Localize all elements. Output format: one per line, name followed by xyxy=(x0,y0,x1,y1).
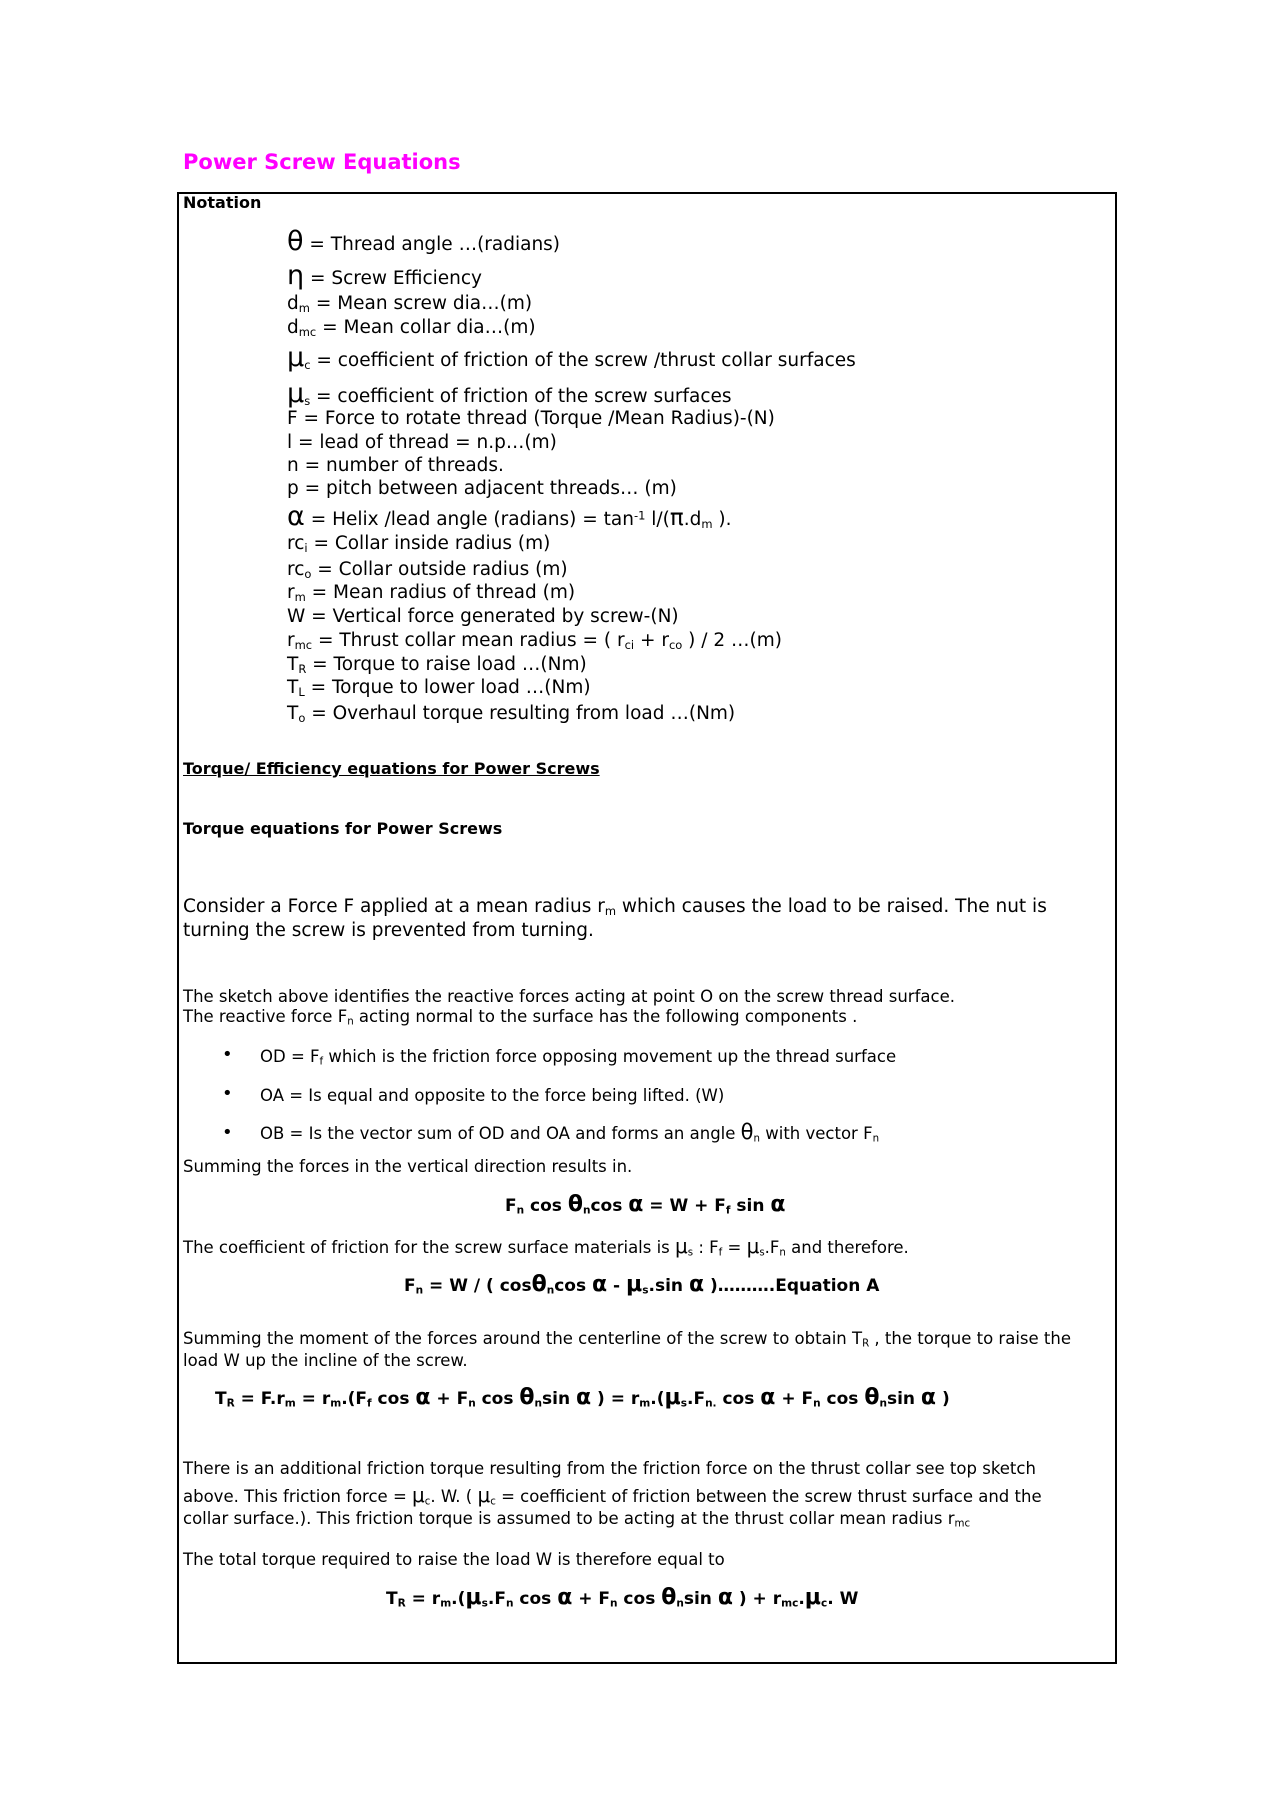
sub-c: c xyxy=(490,1496,496,1508)
sub-n: n xyxy=(516,1204,525,1217)
sub-o: o xyxy=(298,710,306,725)
sub-f: f xyxy=(725,1204,731,1217)
sub-f: f xyxy=(718,1247,723,1259)
alpha-symbol: α xyxy=(717,1585,733,1610)
notation-text: = Mean screw dia…(m) xyxy=(309,293,533,314)
mu-symbol: μ xyxy=(626,1272,643,1297)
alpha-symbol: α xyxy=(592,1272,608,1297)
eq-text: = r xyxy=(295,1389,331,1409)
notation-text: = coefficient of friction of the screw surfaces xyxy=(310,386,732,407)
sub-n: n xyxy=(534,1397,543,1410)
text: Summing the moment of the forces around the centerline of the screw to obtain T xyxy=(183,1329,863,1348)
sub-R: R xyxy=(298,661,307,676)
eq-text: cos xyxy=(513,1589,558,1609)
bullet-ob xyxy=(260,1120,879,1145)
eq-text: - xyxy=(607,1276,627,1296)
var-d: d xyxy=(287,293,299,314)
notation-W: W = Vertical force generated by screw-(N) xyxy=(287,606,679,627)
collar-line-1: There is an additional friction torque resulting from the friction force on the thrust collar see top sketch xyxy=(183,1459,1036,1478)
sub-n: n xyxy=(468,1397,476,1410)
mu-symbol: μ xyxy=(412,1483,425,1507)
sub-m: m xyxy=(294,589,306,604)
theta-symbol: θ xyxy=(567,1192,583,1217)
mu-symbol: μ xyxy=(746,1234,760,1258)
eq-text: )……….Equation A xyxy=(704,1276,880,1296)
eq-text: F xyxy=(404,1276,416,1296)
sub-n: n xyxy=(546,1284,555,1297)
notation-n: n = number of threads. xyxy=(287,455,504,476)
text: , the torque to raise the xyxy=(869,1329,1071,1348)
section-heading-efficiency: Torque/ Efficiency equations for Power Screws xyxy=(183,759,600,778)
eq-text: = W / ( cos xyxy=(423,1276,532,1296)
sub-f: f xyxy=(367,1397,372,1410)
sub-s: s xyxy=(481,1597,488,1610)
alpha-symbol: α xyxy=(770,1192,786,1217)
notation-text: = Torque to raise load …(Nm) xyxy=(306,654,587,675)
eq-text: cos xyxy=(371,1389,416,1409)
eq-text: cos xyxy=(475,1389,520,1409)
sub-L: L xyxy=(298,684,305,699)
sub-ci: ci xyxy=(624,637,635,652)
sum-vertical-text: Summing the forces in the vertical direction results in. xyxy=(183,1157,633,1176)
text: which is the friction force opposing movement up the thread surface xyxy=(323,1047,897,1066)
eta-symbol: η xyxy=(287,260,305,291)
eq-text: sin xyxy=(683,1589,718,1609)
text: with vector F xyxy=(760,1124,873,1143)
var-r: r xyxy=(287,582,295,603)
sub-n: n xyxy=(347,1016,354,1028)
eq-text: .sin xyxy=(648,1276,689,1296)
eq-text: T xyxy=(215,1389,227,1409)
text: acting normal to the surface has the following components . xyxy=(353,1007,858,1026)
collar-line-3 xyxy=(183,1509,970,1530)
eq-text: cos xyxy=(524,1196,568,1216)
sketch-line-1: The sketch above identifies the reactive forces acting at point O on the screw thread surface. xyxy=(183,987,955,1006)
eq-text: .F xyxy=(686,1389,706,1409)
text: OB = Is the vector sum of OD and OA and forms an angle xyxy=(260,1124,741,1143)
text: = coefficient of friction between the screw thrust surface and the xyxy=(495,1487,1042,1506)
notation-text: = Helix /lead angle (radians) = tan xyxy=(304,509,634,530)
theta-symbol: θ xyxy=(864,1385,880,1410)
sub-mc: mc xyxy=(954,1518,971,1530)
theta-symbol: θ xyxy=(531,1272,547,1297)
alpha-symbol: α xyxy=(920,1385,937,1410)
eq-text: + F xyxy=(430,1389,469,1409)
alpha-symbol: α xyxy=(287,501,305,532)
mu-symbol: μ xyxy=(477,1483,491,1507)
eq-text: cos xyxy=(820,1389,865,1409)
pi-symbol: π xyxy=(669,505,684,531)
sub-n: n xyxy=(582,1204,591,1217)
text: which causes the load to be raised. The nut is xyxy=(616,896,1047,917)
sub-m: m xyxy=(701,516,713,531)
notation-text: l/( xyxy=(645,509,670,530)
notation-text: ) / 2 …(m) xyxy=(682,630,782,651)
sub-i: i xyxy=(304,540,308,555)
sub-s: s xyxy=(759,1247,765,1259)
theta-symbol: θ xyxy=(740,1120,754,1144)
eq-text: . W xyxy=(827,1589,859,1609)
sub-f: f xyxy=(319,1056,324,1068)
sub-n: n xyxy=(676,1597,684,1610)
notation-theta xyxy=(287,228,560,255)
notation-heading: Notation xyxy=(183,193,262,212)
collar-line-2 xyxy=(183,1483,1042,1508)
sub-mc: mc xyxy=(298,324,317,339)
eq-text: .(F xyxy=(341,1389,368,1409)
mu-symbol: μ xyxy=(804,1585,821,1610)
mu-symbol: μ xyxy=(465,1585,482,1610)
equation-vertical-forces xyxy=(505,1192,786,1217)
var-rc: rc xyxy=(287,533,305,554)
sub-m: m xyxy=(440,1597,452,1610)
eq-text: = F.r xyxy=(234,1389,285,1409)
text: The coefficient of friction for the screw surface materials is xyxy=(183,1238,676,1257)
sup-minus-one: -1 xyxy=(633,508,646,523)
text: and therefore. xyxy=(785,1238,909,1257)
sub-m: m xyxy=(298,300,310,315)
text: Consider a Force F applied at a mean radius r xyxy=(183,896,605,917)
sub-m: m xyxy=(604,903,617,918)
notation-text: = Overhaul torque resulting from load …(Nm) xyxy=(305,703,736,724)
mu-symbol: μ xyxy=(664,1385,681,1410)
notation-TR xyxy=(287,654,587,676)
coefficient-text xyxy=(183,1234,909,1259)
eq-text: cos xyxy=(590,1196,629,1216)
sub-s: s xyxy=(642,1284,649,1297)
moment-line-1 xyxy=(183,1329,1071,1350)
notation-rmc xyxy=(287,630,782,652)
text: OD = F xyxy=(260,1047,320,1066)
sub-co: co xyxy=(668,637,683,652)
notation-p: p = pitch between adjacent threads… (m) xyxy=(287,478,677,499)
page-title: Power Screw Equations xyxy=(183,150,461,174)
notation-rm xyxy=(287,582,575,604)
sub-m: m xyxy=(639,1397,651,1410)
notation-text: = Screw Efficiency xyxy=(304,268,483,289)
mu-symbol: μ xyxy=(287,378,305,409)
bullet-oa: OA = Is equal and opposite to the force being lifted. (W) xyxy=(260,1086,725,1105)
moment-line-2: load W up the incline of the screw. xyxy=(183,1351,468,1370)
var-T: T xyxy=(287,677,299,698)
sub-c: c xyxy=(821,1597,828,1610)
sub-c: c xyxy=(304,357,311,372)
bullet-marker: • xyxy=(222,1122,233,1143)
eq-text: ) = r xyxy=(591,1389,640,1409)
notation-F: F = Force to rotate thread (Torque /Mean Radius)-(N) xyxy=(287,408,775,429)
sub-n: n xyxy=(505,1597,514,1610)
notation-To xyxy=(287,703,735,725)
notation-dmc xyxy=(287,317,536,339)
alpha-symbol: α xyxy=(688,1272,705,1297)
text: . W. ( xyxy=(430,1487,478,1506)
notation-text: = coefficient of friction of the screw /thrust collar surfaces xyxy=(310,350,856,371)
var-T: T xyxy=(287,654,299,675)
sub-o: o xyxy=(304,566,312,581)
eq-text: = r xyxy=(405,1589,441,1609)
eq-text: .( xyxy=(451,1589,466,1609)
theta-symbol: θ xyxy=(287,226,304,257)
sketch-line-2 xyxy=(183,1007,857,1028)
text: : F xyxy=(693,1238,719,1257)
notation-l: l = lead of thread = n.p…(m) xyxy=(287,432,557,453)
sub-n: n xyxy=(610,1597,618,1610)
notation-text: = Mean collar dia…(m) xyxy=(316,317,536,338)
alpha-symbol: α xyxy=(557,1585,573,1610)
text: above. This friction force = xyxy=(183,1487,413,1506)
text: collar surface.). This friction torque is assumed to be acting at the thrust collar mean radius r xyxy=(183,1509,955,1528)
notation-text: ). xyxy=(712,509,732,530)
mu-symbol: μ xyxy=(675,1234,688,1258)
notation-text: = Thread angle …(radians) xyxy=(303,234,561,255)
sub-R: R xyxy=(862,1338,870,1350)
theta-symbol: θ xyxy=(661,1585,677,1610)
sub-s: s xyxy=(304,393,311,408)
alpha-symbol: α xyxy=(760,1385,776,1410)
eq-text: ) xyxy=(936,1389,950,1409)
equation-total-torque xyxy=(386,1585,858,1610)
alpha-symbol: α xyxy=(415,1385,431,1410)
sub-c: c xyxy=(424,1496,431,1508)
bullet-marker: • xyxy=(222,1044,233,1065)
eq-text: sin xyxy=(730,1196,771,1216)
var-T: T xyxy=(287,703,299,724)
notation-text: = Mean radius of thread (m) xyxy=(305,582,576,603)
eq-text: ) + r xyxy=(732,1589,782,1609)
notation-rco xyxy=(287,559,568,581)
sub-n: n xyxy=(753,1133,760,1145)
sub-n: n xyxy=(415,1284,424,1297)
sub-mc: mc xyxy=(781,1597,799,1610)
sub-s: s xyxy=(687,1247,694,1259)
notation-dm xyxy=(287,293,532,315)
eq-text: sin xyxy=(542,1389,576,1409)
sub-m: m xyxy=(330,1397,342,1410)
eq-text: T xyxy=(386,1589,398,1609)
total-torque-text: The total torque required to raise the load W is therefore equal to xyxy=(183,1550,725,1569)
section-heading-torque: Torque equations for Power Screws xyxy=(183,819,503,838)
eq-text: = W + F xyxy=(643,1196,726,1216)
notation-muc xyxy=(287,344,856,372)
eq-text: cos xyxy=(716,1389,761,1409)
eq-text: + F xyxy=(775,1389,814,1409)
alpha-symbol: α xyxy=(628,1192,644,1217)
notation-text: + r xyxy=(634,630,669,651)
notation-rci xyxy=(287,533,550,555)
sub-m: m xyxy=(284,1397,296,1410)
notation-TL xyxy=(287,677,591,699)
text: .F xyxy=(764,1238,780,1257)
equation-a xyxy=(404,1272,879,1297)
eq-text: . xyxy=(798,1589,805,1609)
notation-text: = Collar outside radius (m) xyxy=(311,559,568,580)
notation-eta xyxy=(287,262,482,289)
sub-s: s xyxy=(680,1397,687,1410)
bullet-od xyxy=(260,1047,896,1068)
alpha-symbol: α xyxy=(576,1385,592,1410)
sub-R: R xyxy=(397,1597,406,1610)
sub-R: R xyxy=(226,1397,235,1410)
eq-text: cos xyxy=(554,1276,592,1296)
var-r: r xyxy=(287,630,295,651)
notation-mus xyxy=(287,380,732,408)
eq-text: .( xyxy=(650,1389,665,1409)
notation-text: .d xyxy=(683,509,702,530)
sub-n: n xyxy=(813,1397,821,1410)
notation-text: = Thrust collar mean radius = ( r xyxy=(312,630,625,651)
theta-symbol: θ xyxy=(519,1385,535,1410)
var-rc: rc xyxy=(287,559,305,580)
mu-symbol: μ xyxy=(287,342,305,373)
text: The reactive force F xyxy=(183,1007,348,1026)
notation-alpha xyxy=(287,503,732,531)
sub-n: n xyxy=(779,1247,786,1259)
text: = xyxy=(722,1238,747,1257)
notation-text: = Collar inside radius (m) xyxy=(307,533,551,554)
eq-text: .F xyxy=(487,1589,506,1609)
eq-text: sin xyxy=(886,1389,921,1409)
eq-text: cos xyxy=(617,1589,662,1609)
sub-n: n xyxy=(879,1397,887,1410)
eq-text: F xyxy=(505,1196,517,1216)
eq-text: + F xyxy=(572,1589,611,1609)
consider-line-1 xyxy=(183,896,1047,918)
notation-text: = Torque to lower load …(Nm) xyxy=(304,677,591,698)
sub-n: n. xyxy=(705,1397,717,1410)
consider-line-2: turning the screw is prevented from turning. xyxy=(183,920,594,941)
sub-n: n xyxy=(872,1133,880,1145)
equation-torque-raise xyxy=(215,1385,950,1410)
sub-mc: mc xyxy=(294,637,313,652)
var-d: d xyxy=(287,317,299,338)
bullet-marker: • xyxy=(222,1083,233,1104)
